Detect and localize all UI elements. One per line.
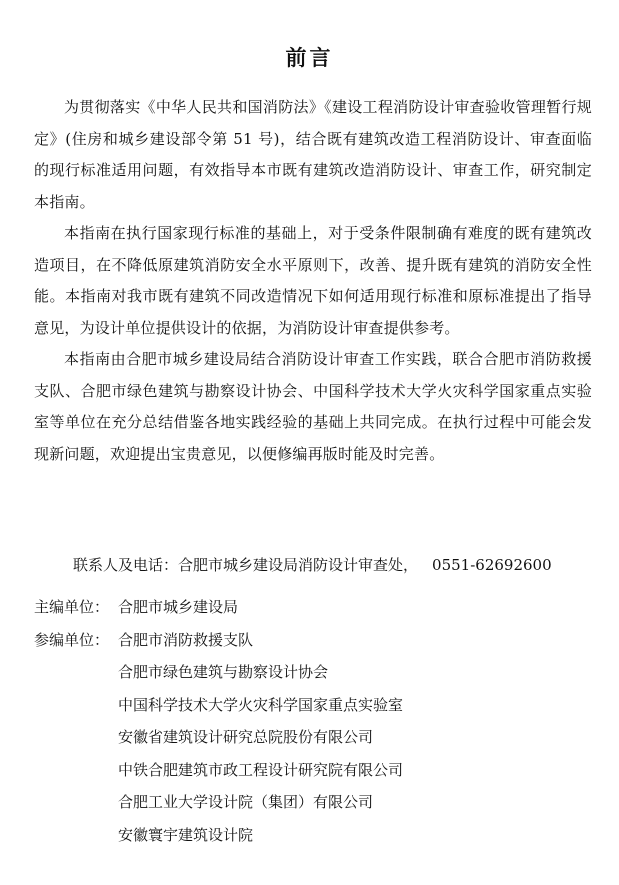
- participating-unit-row: [34, 786, 594, 819]
- chief-unit-name: 合肥市城乡建设局: [118, 598, 239, 616]
- participating-unit-row: [34, 689, 594, 722]
- chief-unit-row: [34, 591, 594, 624]
- contact-org: 合肥市城乡建设局消防设计审查处，: [178, 556, 419, 574]
- chief-unit-label: 主编单位：: [34, 598, 110, 616]
- participating-unit-name: 合肥市消防救援支队: [118, 630, 254, 649]
- contact-line: [34, 551, 594, 579]
- participating-unit-name: 合肥工业大学设计院（集团）有限公司: [118, 793, 374, 811]
- page-title: 前言: [285, 45, 334, 70]
- contact-phone: 0551-62692600: [432, 556, 552, 574]
- units-list: [34, 591, 594, 851]
- participating-unit-name: 安徽省建筑设计研究总院股份有限公司: [118, 728, 374, 746]
- paragraph-authors: 本指南由合肥市城乡建设局结合消防设计审查工作实践，联合合肥市消防救援支队、合肥市绿色建筑与勘察设计协会、中国科学技术大学火灾科学国家重点实验室等单位在充分总结借鉴各地实践经验的基础上共同完成。在执行过程中可能会发现新问题，欢迎提出宝贵意见，以便修编再版时能及时完善。: [34, 350, 592, 463]
- contact-label: 联系人及电话：: [73, 556, 179, 574]
- participating-units-label: 参编单位：: [34, 630, 110, 649]
- participating-unit-row: [34, 624, 594, 657]
- participating-unit-name: 中国科学技术大学火灾科学国家重点实验室: [118, 695, 404, 714]
- paragraph-scope: 本指南在执行国家现行标准的基础上，对于受条件限制确有难度的既有建筑改造项目，在不降低原建筑消防安全水平原则下，改善、提升既有建筑的消防安全性能。本指南对我市既有建筑不同改造情况下如何适用现行标准和原标准提出了指导意见，为设计单位提供设计的依据，为消防设计审查提供参考。: [34, 224, 592, 337]
- paragraph-purpose: 为贯彻落实《中华人民共和国消防法》《建设工程消防设计审查验收管理暂行规定》(住房和城乡建设部令第 51 号)，结合既有建筑改造工程消防设计、审查面临的现行标准适用问题，有效指导本市既有建筑改造消防设计、审查工作，研究制定本指南。: [34, 98, 592, 211]
- participating-unit-name: 安徽寰宇建筑设计院: [118, 825, 254, 844]
- participating-unit-name: 合肥市绿色建筑与勘察设计协会: [118, 663, 329, 681]
- participating-unit-row: [34, 721, 594, 754]
- preface-body: [34, 92, 592, 470]
- participating-unit-name: 中铁合肥建筑市政工程设计研究院有限公司: [118, 760, 404, 779]
- participating-unit-row: [34, 819, 594, 852]
- participating-unit-row: [34, 656, 594, 689]
- participating-unit-row: [34, 754, 594, 787]
